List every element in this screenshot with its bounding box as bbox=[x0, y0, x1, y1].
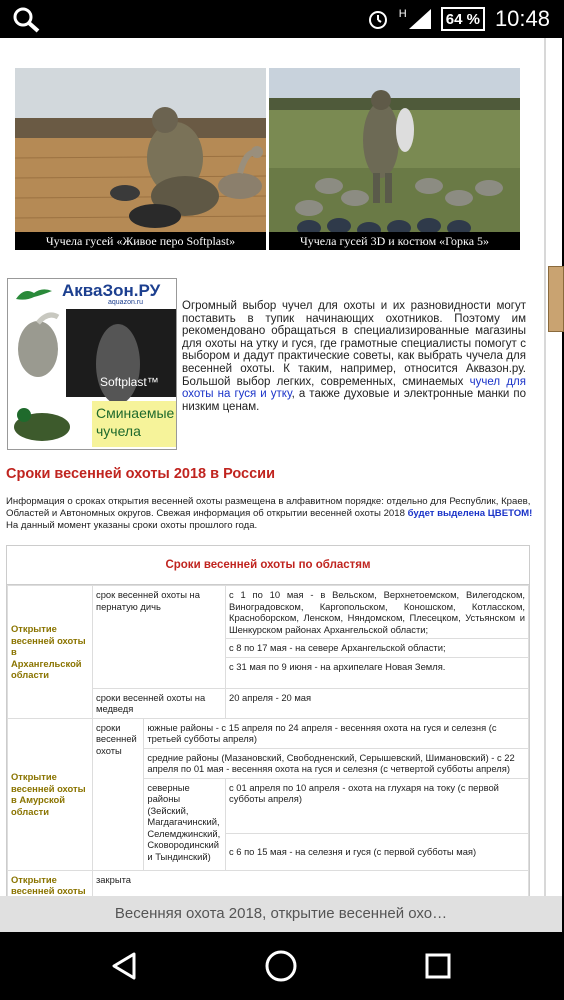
hunter-decoys-image bbox=[269, 68, 520, 250]
tagline-line-1: Сминаемые bbox=[96, 405, 175, 421]
bird-logo-icon bbox=[12, 281, 60, 307]
schedule-title: Сроки весенней охоты по областям bbox=[7, 546, 529, 585]
date-cell: южные районы - с 15 апреля по 24 апреля - весенняя охота на гуся и селезня (с третьей субботы апреля) bbox=[144, 718, 529, 748]
date-cell: 20 апреля - 20 мая bbox=[226, 688, 529, 718]
category-cell: срок весенней охоты на пернатую дичь bbox=[93, 586, 226, 689]
subregion-cell: северные районы (Зейский, Магдагачинский, Селемджинский, Сковородинский и Тындинский) bbox=[144, 778, 226, 870]
date-cell: с 8 по 17 мая - на севере Архангельской области; bbox=[226, 639, 529, 658]
date-cell: с 6 по 15 мая - на селезня и гуся (с первой субботы мая) bbox=[226, 833, 529, 870]
date-cell: закрыта bbox=[93, 870, 529, 923]
date-cell: с 1 по 10 мая - в Вельском, Верхнетоемском, Вилегодском, Виноградовском, Каргопольском, Коношском, Котласском, Красноборском, Ленском, Няндомском, Плесецком, Устьянском и Шенкурском районах Архангельской области; bbox=[226, 586, 529, 639]
intro-paragraph bbox=[182, 300, 526, 413]
date-cell: средние районы (Мазановский, Свободненский, Серышевский, Шимановский) - с 22 апреля по 01 мая - весенняя охота на гуся и селезня (с четвертой субботы апреля) bbox=[144, 748, 529, 778]
side-widget-thumbnail[interactable] bbox=[548, 266, 564, 332]
recent-apps-icon[interactable] bbox=[424, 952, 452, 980]
schedule-table bbox=[6, 545, 530, 925]
photo-caption: Чучела гусей «Живое перо Softplast» bbox=[15, 232, 266, 250]
region-cell: Открытие весенней охоты в Архангельской области bbox=[8, 586, 93, 719]
photo-goose-decoys-3d[interactable] bbox=[269, 68, 520, 250]
schedule-grid bbox=[7, 585, 529, 924]
alarm-icon bbox=[367, 8, 389, 30]
photo-goose-decoys-live-feather[interactable] bbox=[15, 68, 266, 250]
search-icon[interactable] bbox=[12, 6, 42, 32]
category-cell: сроки весенней охоты bbox=[93, 718, 144, 870]
date-cell: с 01 апреля по 10 апреля - охота на глухаря на току (с первой субботы апреля) bbox=[226, 778, 529, 833]
battery-indicator: 64 % bbox=[441, 7, 485, 31]
intro-text-end: , а также духовые и электронные манки по низким ценам. bbox=[182, 388, 526, 413]
scrollbar[interactable] bbox=[544, 38, 546, 896]
web-page-content bbox=[0, 38, 544, 896]
table-row bbox=[8, 586, 529, 639]
date-cell: с 31 мая по 9 июня - на архипелаге Новая Земля. bbox=[226, 657, 529, 688]
section-heading: Сроки весенней охоты 2018 в России bbox=[6, 466, 276, 482]
table-row bbox=[8, 718, 529, 748]
page-title-bar[interactable]: Весенняя охота 2018, открытие весенней охо… bbox=[0, 896, 562, 932]
intro-text: Огромный выбор чучел для охоты и их разновидности могут поставить в тупик начинающих охотников. Поэтому им рекомендовано обращаться в специализированные магазины для охоты на утку и гуся, где грамотные специалисты помогут с выбором и дадут практические советы, как выбрать чучела для весенней охоты. К таким, например, относится Аквазон.ру. Большой выбор легких, современных, сминаемых bbox=[182, 300, 526, 388]
hunter-field-image bbox=[15, 68, 266, 250]
photo-caption: Чучела гусей 3D и костюм «Горка 5» bbox=[269, 232, 520, 250]
signal-icon bbox=[409, 9, 431, 29]
info-paragraph: Информация о сроках открытия весенней охоты размещена в алфавитном порядке: отдельно для Республик, Краев, Областей и Автономных округов. Свежая информация об открытии весенней охоты 2018 будет выделена ЦВЕТОМ! На данный момент указаны сроки охоты прошлого года. bbox=[6, 496, 533, 531]
clock: 10:48 bbox=[494, 6, 550, 31]
aquazon-logo: АкваЗон.РУ bbox=[62, 281, 161, 300]
status-bar bbox=[0, 0, 562, 38]
side-panel-edge bbox=[544, 38, 562, 896]
aquazon-url: aquazon.ru bbox=[108, 299, 144, 306]
region-cell: Открытие весенней охоты bbox=[8, 870, 93, 923]
brand-label: Softplast™ bbox=[100, 375, 159, 389]
photo-gallery bbox=[15, 68, 520, 250]
home-icon[interactable] bbox=[264, 949, 298, 983]
tagline-line-2: чучела bbox=[96, 423, 141, 439]
aquazon-banner[interactable] bbox=[7, 278, 177, 450]
region-cell: Открытие весенней охоты в Амурской области bbox=[8, 718, 93, 870]
network-type: H bbox=[398, 8, 407, 20]
ad-header bbox=[8, 279, 176, 309]
category-cell: сроки весенней охоты на медведя bbox=[93, 688, 226, 718]
highlight-note: будет выделена ЦВЕТОМ! bbox=[407, 508, 533, 519]
decoys-link[interactable]: чучел для охоты на гуся и утку bbox=[182, 375, 526, 401]
android-navigation-bar bbox=[0, 932, 562, 1000]
back-icon[interactable] bbox=[108, 950, 140, 982]
